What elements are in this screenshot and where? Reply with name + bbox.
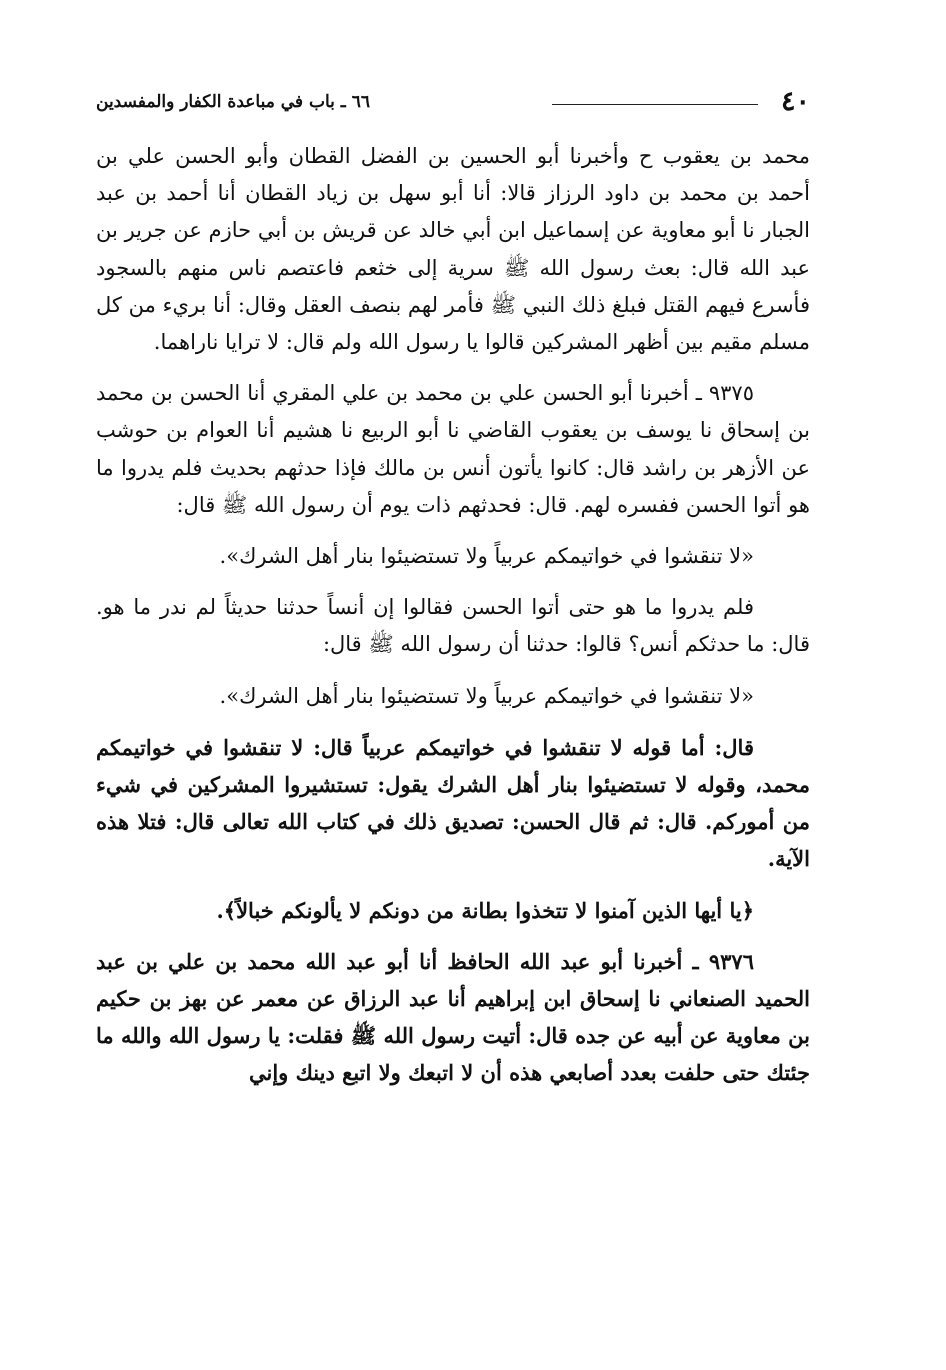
hadith-quote: «لا تنقشوا في خواتيمكم عربياً ولا تستضيئوا بنار أهل الشرك».	[219, 683, 754, 708]
chapter-title: ٦٦ ـ باب في مباعدة الكفار والمفسدين	[96, 92, 370, 112]
page-header	[96, 84, 810, 120]
page-body	[96, 138, 810, 1106]
page-number: ٤٠	[780, 86, 810, 117]
paragraph-commentary: قال: أما قوله لا تنقشوا في خواتيمكم عربياً قال: لا تنقشوا في خواتيمكم محمد، وقوله لا تستضيئوا بنار أهل الشرك يقول: تستشيروا المشركين في شيء من أموركم. قال: ثم قال الحسن: تصديق ذلك في كتاب الله تعالى قال: فتلا هذه الآية.	[96, 734, 810, 872]
hadith-9375: ٩٣٧٥ ـ أخبرنا أبو الحسن علي بن محمد بن علي المقري أنا الحسن بن محمد بن إسحاق نا يوسف بن يعقوب القاضي نا أبو الربيع نا هشيم أنا العوام بن حوشب عن الأزهر بن راشد قال: كانوا يأتون أنس بن مالك فإذا حدثهم بحديث فلم يدروا ما هو أتوا الحسن ففسره لهم. قال: فحدثهم ذات يوم أن رسول الله ﷺ قال:	[96, 381, 810, 517]
paragraph-explanation: فلم يدروا ما هو حتى أتوا الحسن فقالوا إن أنساً حدثنا حديثاً لم ندر ما هو. قال: ما حدثكم أنس؟ قالوا: حدثنا أن رسول الله ﷺ قال:	[96, 595, 810, 657]
paragraph-isnad-continuation: محمد بن يعقوب ح وأخبرنا أبو الحسين بن الفضل القطان وأبو الحسن علي بن أحمد بن محمد بن داود الرزاز قالا: أنا أبو سهل بن زياد القطان أنا أحمد بن عبد الجبار نا أبو معاوية عن إسماعيل ابن أبي خالد عن قريش بن أبي حازم عن جرير بن عبد الله قال: بعث رسول الله ﷺ سرية إلى خثعم فاعتصم ناس منهم بالسجود فأسرع فيهم القتل فبلغ ذلك النبي ﷺ فأمر لهم بنصف العقل وقال: أنا بريء من كل مسلم مقيم بين أظهر المشركين قالوا يا رسول الله ولم قال: لا ترايا ناراهما.	[96, 144, 810, 355]
hadith-quote: «لا تنقشوا في خواتيمكم عربياً ولا تستضيئوا بنار أهل الشرك».	[219, 544, 754, 569]
hadith-9376: ٩٣٧٦ ـ أخبرنا أبو عبد الله الحافظ أنا أبو عبد الله محمد بن علي بن عبد الحميد الصنعاني نا إسحاق ابن إبراهيم أنا عبد الرزاق عن معمر عن بهز بن حكيم بن معاوية عن أبيه عن جده قال: أتيت رسول الله ﷺ فقلت: يا رسول الله والله ما جئتك حتى حلفت بعدد أصابعي هذه أن لا اتبعك ولا اتبع دينك وإني	[96, 948, 810, 1086]
quran-verse: ﴿يا أيها الذين آمنوا لا تتخذوا بطانة من دونكم لا يألونكم خبالاً﴾.	[216, 897, 754, 923]
header-rule	[552, 104, 758, 105]
